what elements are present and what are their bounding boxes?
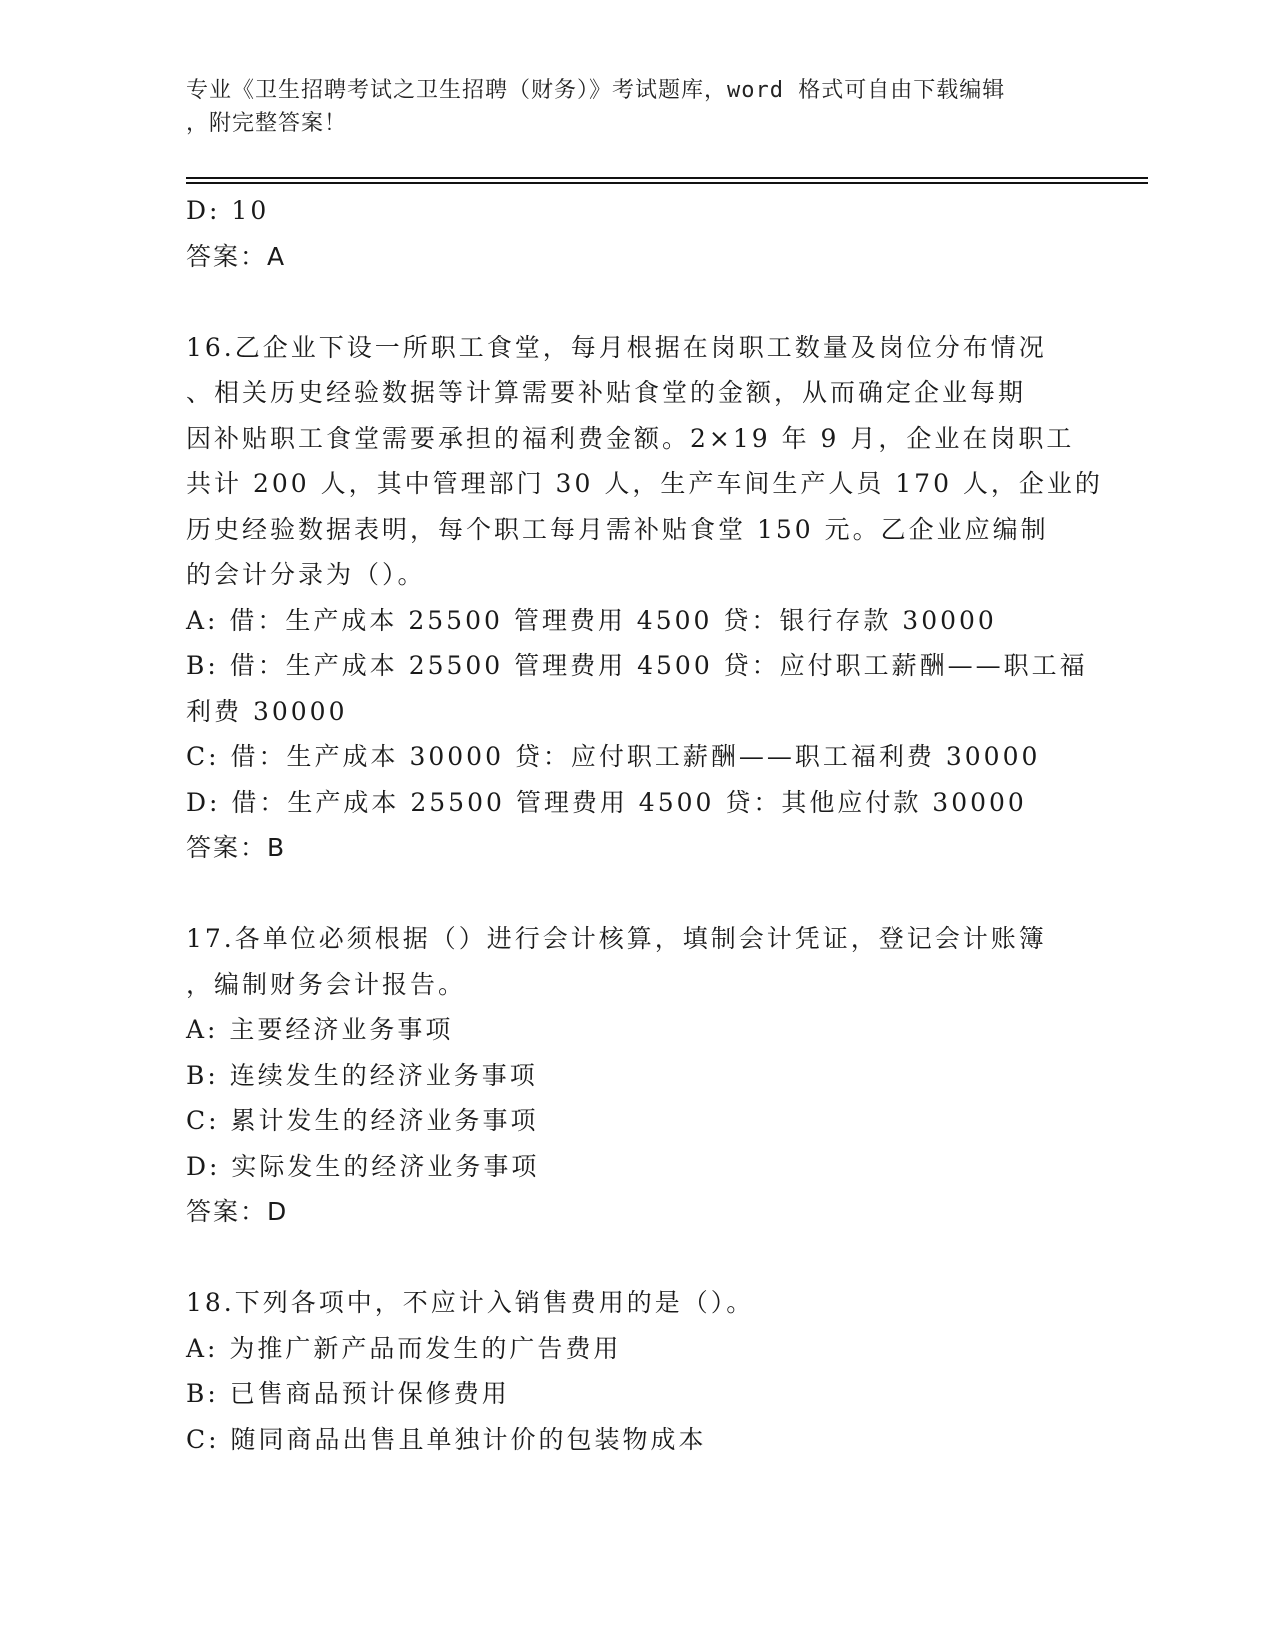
question-content [186, 188, 1103, 1462]
q18-option-a: A: 为推广新产品而发生的广告费用 [186, 1333, 622, 1363]
header-line-2: ，附完整答案！ [186, 111, 348, 136]
header-divider-bottom [186, 182, 1148, 184]
q18-option-c: C: 随同商品出售且单独计价的包装物成本 [186, 1424, 707, 1454]
q17-option-b: B: 连续发生的经济业务事项 [186, 1060, 538, 1090]
q17-option-c: C: 累计发生的经济业务事项 [186, 1106, 539, 1135]
header-divider-top [186, 177, 1148, 179]
q17-stem-line: 17.各单位必须根据（）进行会计核算，填制会计凭证，登记会计账簿 [186, 924, 1047, 953]
q17-option-a: A: 主要经济业务事项 [186, 1015, 454, 1044]
q16-stem-line: 、相关历史经验数据等计算需要补贴食堂的金额，从而确定企业每期 [186, 378, 1027, 407]
q16-option-d: D: 借：生产成本 25500 管理费用 4500 贷：其他应付款 30000 [186, 787, 1027, 817]
q18-option-b: B: 已售商品预计保修费用 [186, 1379, 510, 1408]
q16-stem-line: 共计 200 人，其中管理部门 30 人，生产车间生产人员 170 人，企业的 [186, 469, 1103, 498]
q17-stem-line: ，编制财务会计报告。 [186, 969, 467, 999]
q17-option-d: D: 实际发生的经济业务事项 [186, 1151, 540, 1181]
question-16 [186, 325, 1103, 871]
q16-option-a: A: 借：生产成本 25500 管理费用 4500 贷：银行存款 30000 [186, 605, 997, 635]
document-header [186, 74, 1086, 140]
header-line-1: 专业《卫生招聘考试之卫生招聘（财务）》考试题库，word 格式可自由下载编辑 [186, 78, 1006, 103]
q17-answer: 答案：D [186, 1197, 289, 1226]
q16-option-b-cont: 利费 30000 [186, 696, 348, 726]
spacer [186, 1235, 1086, 1281]
question-18 [186, 1280, 1086, 1462]
q16-option-b: B: 借：生产成本 25500 管理费用 4500 贷：应付职工薪酬——职工福 [186, 651, 1088, 680]
q18-stem-line: 18.下列各项中，不应计入销售费用的是（）。 [186, 1288, 755, 1317]
q16-answer: 答案：B [186, 833, 287, 862]
spacer [186, 279, 1086, 325]
q16-option-c: C: 借：生产成本 30000 贷：应付职工薪酬——职工福利费 30000 [186, 742, 1041, 771]
prev-option-d: D: 10 [186, 196, 270, 225]
q16-stem-line: 因补贴职工食堂需要承担的福利费金额。2×19 年 9 月，企业在岗职工 [186, 423, 1075, 453]
prev-answer: 答案：A [186, 241, 287, 271]
q16-stem-line: 历史经验数据表明，每个职工每月需补贴食堂 150 元。乙企业应编制 [186, 514, 1049, 544]
q16-stem-line: 16.乙企业下设一所职工食堂，每月根据在岗职工数量及岗位分布情况 [186, 332, 1047, 362]
question-17 [186, 916, 1086, 1235]
q16-stem-line: 的会计分录为（）。 [186, 560, 426, 589]
spacer [186, 871, 1086, 917]
